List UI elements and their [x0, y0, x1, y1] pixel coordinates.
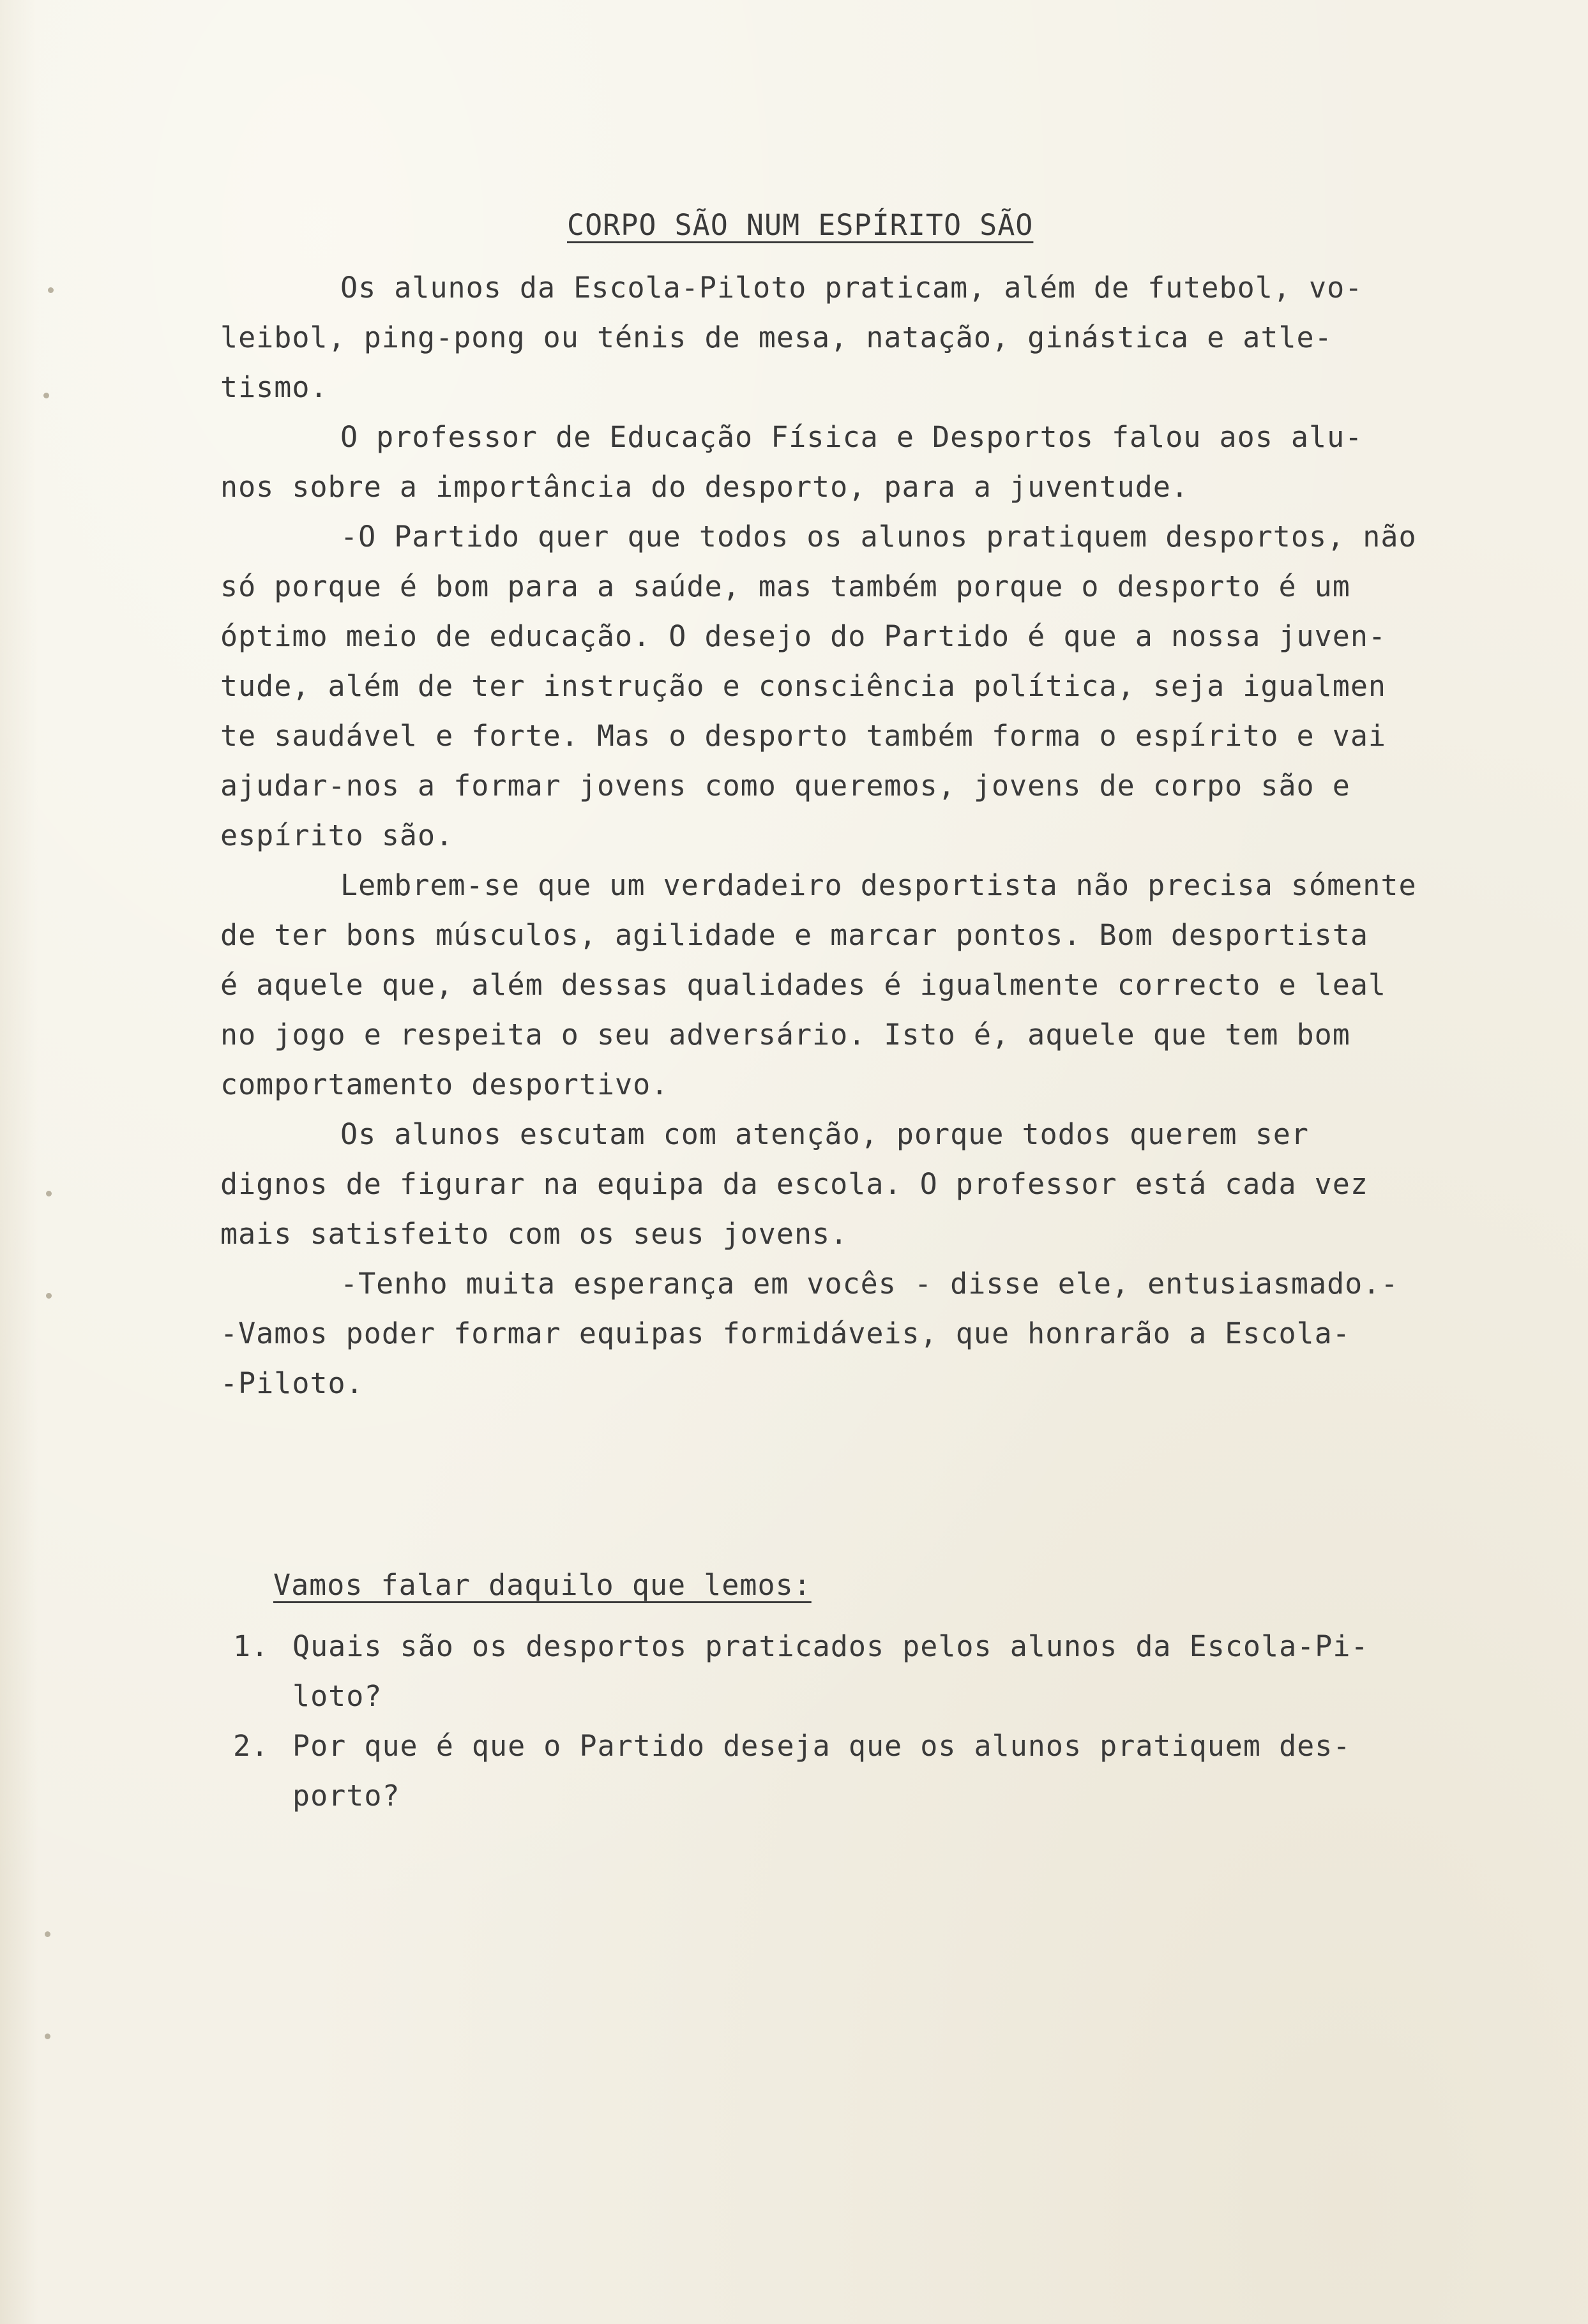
question-2-number: 2. [233, 1729, 269, 1763]
paragraph-6-line-2: -Vamos poder formar equipas formidáveis, que honrarão a Escola- [220, 1317, 1350, 1350]
section-heading: Vamos falar daquilo que lemos: [273, 1568, 812, 1602]
question-1-line-2: loto? [292, 1679, 382, 1713]
page-title: CORPO SÃO NUM ESPÍRITO SÃO [567, 208, 1034, 242]
paragraph-6-line-1: -Tenho muita esperança em vocês - disse ele, entusiasmado.- [340, 1267, 1399, 1301]
paragraph-6-line-3: -Piloto. [220, 1366, 364, 1400]
paragraph-5-line-2: dignos de figurar na equipa da escola. O professor está cada vez [220, 1167, 1368, 1201]
question-1-number: 1. [233, 1629, 269, 1663]
paragraph-2-line-1: O professor de Educação Física e Desportos falou aos alu- [340, 420, 1363, 454]
punch-hole-mark [45, 1931, 50, 1937]
question-2-line-1: Por que é que o Partido deseja que os alunos pratiquem des- [292, 1729, 1351, 1763]
paragraph-1-line-3: tismo. [220, 370, 328, 404]
paragraph-4-line-5: comportamento desportivo. [220, 1068, 669, 1101]
paragraph-1-line-1: Os alunos da Escola-Piloto praticam, além de futebol, vo- [340, 271, 1363, 305]
punch-hole-mark [46, 1191, 52, 1196]
paragraph-3-line-1: -O Partido quer que todos os alunos pratiquem desportos, não [340, 520, 1417, 554]
paragraph-1-line-2: leibol, ping-pong ou ténis de mesa, natação, ginástica e atle- [220, 321, 1333, 354]
paragraph-2-line-2: nos sobre a importância do desporto, para a juventude. [220, 470, 1189, 504]
punch-hole-mark [45, 2033, 50, 2039]
paragraph-4-line-1: Lembrem-se que um verdadeiro desportista não precisa sómente [340, 868, 1417, 902]
paragraph-5-line-3: mais satisfeito com os seus jovens. [220, 1217, 849, 1251]
paragraph-3-line-7: espírito são. [220, 819, 454, 852]
punch-hole-mark [48, 287, 54, 293]
paragraph-3-line-6: ajudar-nos a formar jovens como queremos, jovens de corpo são e [220, 769, 1350, 803]
paragraph-3-line-3: óptimo meio de educação. O desejo do Partido é que a nossa juven- [220, 619, 1386, 653]
question-1-line-1: Quais são os desportos praticados pelos alunos da Escola-Pi- [292, 1629, 1369, 1663]
punch-hole-mark [43, 393, 49, 398]
paragraph-4-line-4: no jogo e respeita o seu adversário. Isto é, aquele que tem bom [220, 1018, 1350, 1052]
paragraph-3-line-4: tude, além de ter instrução e consciência política, seja igualmen [220, 669, 1386, 703]
paragraph-3-line-5: te saudável e forte. Mas o desporto também forma o espírito e vai [220, 719, 1386, 753]
paragraph-5-line-1: Os alunos escutam com atenção, porque todos querem ser [340, 1117, 1309, 1151]
paragraph-3-line-2: só porque é bom para a saúde, mas também porque o desporto é um [220, 570, 1350, 603]
question-2-line-2: porto? [292, 1779, 400, 1813]
paragraph-4-line-3: é aquele que, além dessas qualidades é igualmente correcto e leal [220, 968, 1386, 1002]
punch-hole-mark [46, 1293, 52, 1299]
paragraph-4-line-2: de ter bons músculos, agilidade e marcar pontos. Bom desportista [220, 918, 1368, 952]
